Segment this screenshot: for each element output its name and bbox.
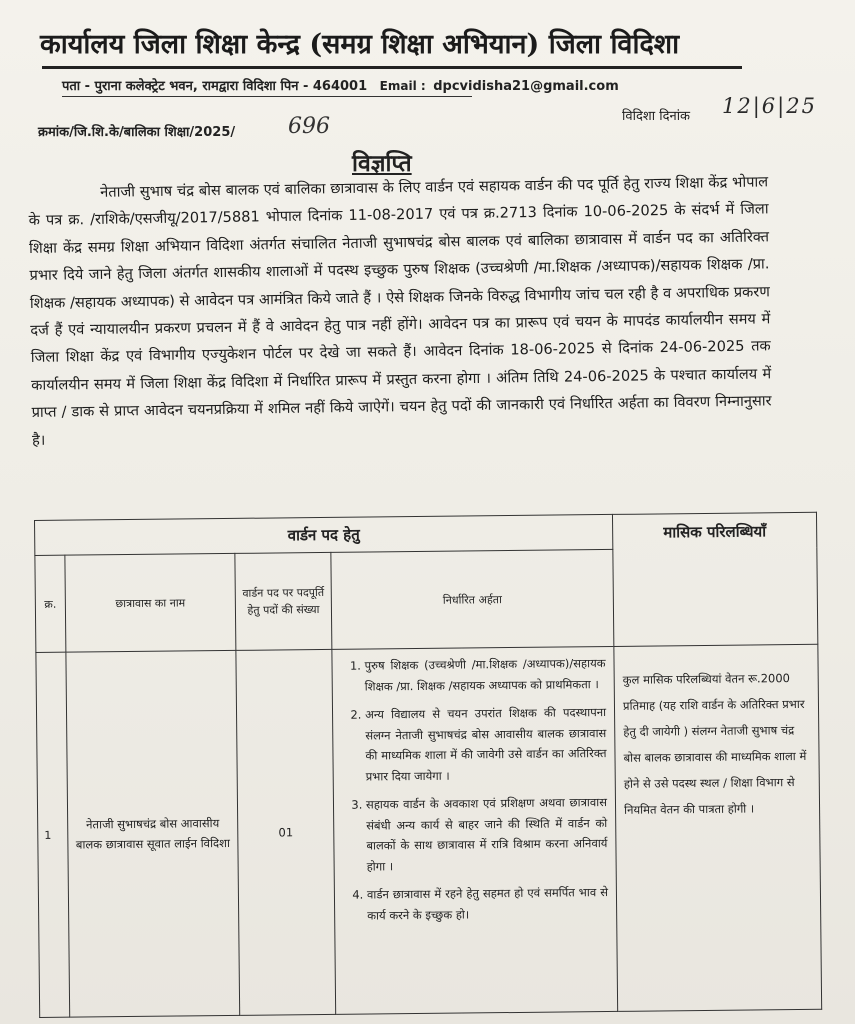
office-address: पता - पुराना कलेक्ट्रेट भवन, रामद्वारा विदिशा पिन - 464001 [62,79,368,94]
email-address: dpcvidisha21@gmail.com [433,79,619,94]
reference-label: क्रमांक/जि.शि.के/बालिका शिक्षा/2025/ [38,125,236,140]
office-title: कार्यालय जिला शिक्षा केन्द्र (समग्र शिक्षा अभियान) जिला विदिशा [40,29,680,60]
warden-post-table [34,512,821,1020]
date-value: 12|6|25 [722,94,817,118]
qualification-list [338,653,608,926]
row-qualifications [332,646,618,1014]
table-title: वार्डन पद हेतु [35,514,613,555]
date-label: विदिशा दिनांक [622,109,691,124]
row-perks: कुल मासिक परिलब्धियां वेतन रू.2000 प्रतिमाह (यह राशि वार्डन के अतिरिक्त प्रभार हेतु दी जायेगी ) संलग्न नेताजी सुभाष चंद्र बोस बालक छात्रावास की माध्यमिक शाला में होने से उसे पदस्थ स्थल / शिक्षा विभाग से नियमित वेतन की पात्रता होगी । [614,644,822,1011]
posts-table [34,512,822,1018]
email-label: Email : [379,79,426,93]
header-hostel-name: छात्रावास का नाम [65,553,236,652]
row-hostel-name: नेताजी सुभाषचंद्र बोस आवासीय बालक छात्रावास सूवात लाईन विदिशा [66,650,240,1017]
header-post-count: वार्डन पद पर पदपूर्ति हेतु पदों की संख्या [235,552,332,650]
row-sno: 1 [36,652,70,1017]
qualification-item: 1. पुरुष शिक्षक (उच्चश्रेणी /मा.शिक्षक /अध्यापक)/सहायक शिक्षक /प्रा. शिक्षक /सहायक अध्यापक को प्राथमिकता । [364,653,605,697]
address-underline [62,96,472,97]
qualification-item: 4. वार्डन छात्रावास में रहने हेतु सहमत हो एवं समर्पित भाव से कार्य करने के इच्छुक हो। [367,882,608,926]
header-perks: मासिक परिलब्धियाँ [613,512,818,646]
header-sno: क्र. [35,555,66,652]
notice-body [28,168,772,454]
table-row [36,644,822,1017]
qualification-item: 3. सहायक वार्डन के अवकाश एवं प्रशिक्षण अथवा छात्रावास संबंधी अन्य कार्य से बाहर जाने की स्थिति में वार्डन को बालकों के साथ छात्रावास में रात्रि विश्राम करना अनिवार्य होगा । [366,792,608,877]
title-underline [42,66,742,69]
row-post-count: 01 [236,649,336,1015]
notice-paragraph: नेताजी सुभाष चंद्र बोस बालक एवं बालिका छात्रावास के लिए वार्डन एवं सहायक वार्डन की पद पूर्ति हेतु राज्य शिक्षा केंद्र भोपाल के पत्र क्र. /राशिके/एसजीयू/2017/5881 भोपाल दिनांक 11-08-2017 एवं पत्र क्र.2713 दिनांक 10-06-2025 के संदर्भ में जिला शिक्षा केंद्र समग्र शिक्षा अभियान विदिशा अंतर्गत संचालित नेताजी सुभाषचंद्र बोस बालक एवं बालिका छात्रावास में वार्डन पद का अतिरिक्त प्रभार दिये जाने हेतु जिला अंतर्गत शासकीय शालाओं में पदस्थ इच्छुक पुरुष शिक्षक (उच्चश्रेणी /मा.शिक्षक /अध्यापक)/सहायक शिक्षक /प्रा. शिक्षक /सहायक अध्यापक) से आवेदन पत्र आमंत्रित किये जाते हैं । ऐसे शिक्षक जिनके विरुद्ध विभागीय जांच चल रही है व अपराधिक प्रकरण दर्ज हैं एवं न्यायालयीन प्रकरण प्रचलन में हैं वे आवेदन हेतु पात्र नहीं होंगे। आवेदन पत्र का प्रारूप एवं चयन के मापदंड कार्यालयीन समय में जिला शिक्षा केंद्र एवं विभागीय एज्युकेशन पोर्टल पर देखे जा सकते हैं। आवेदन दिनांक 18-06-2025 से दिनांक 24-06-2025 तक कार्यालयीन समय में जिला शिक्षा केंद्र विदिशा में निर्धारित प्रारूप में प्रस्तुत करना होगा । अंतिम तिथि 24-06-2025 के पश्चात कार्यालय में प्राप्त / डाक से प्राप्त आवेदन चयनप्रक्रिया में शमिल नहीं किये जाऐगें। चयन हेतु पदों की जानकारी एवं निर्धारित अर्हता का विवरण निम्नानुसार है। [28,173,772,449]
notice-title: विज्ञप्ति [352,151,412,177]
header-qualification: निर्धारित अर्हता [331,549,614,649]
reference-number: 696 [288,114,330,139]
qualification-item: 2. अन्य विद्यालय से चयन उपरांत शिक्षक की पदस्थापना संलग्न नेताजी सुभाषचंद्र बोस आवासीय बालक छात्रावास की माध्यमिक शाला में की जावेगी उसे वार्डन का अतिरिक्त प्रभार दिया जायेगा । [365,702,607,787]
table-title-row [35,512,817,555]
office-address-line [62,76,762,94]
